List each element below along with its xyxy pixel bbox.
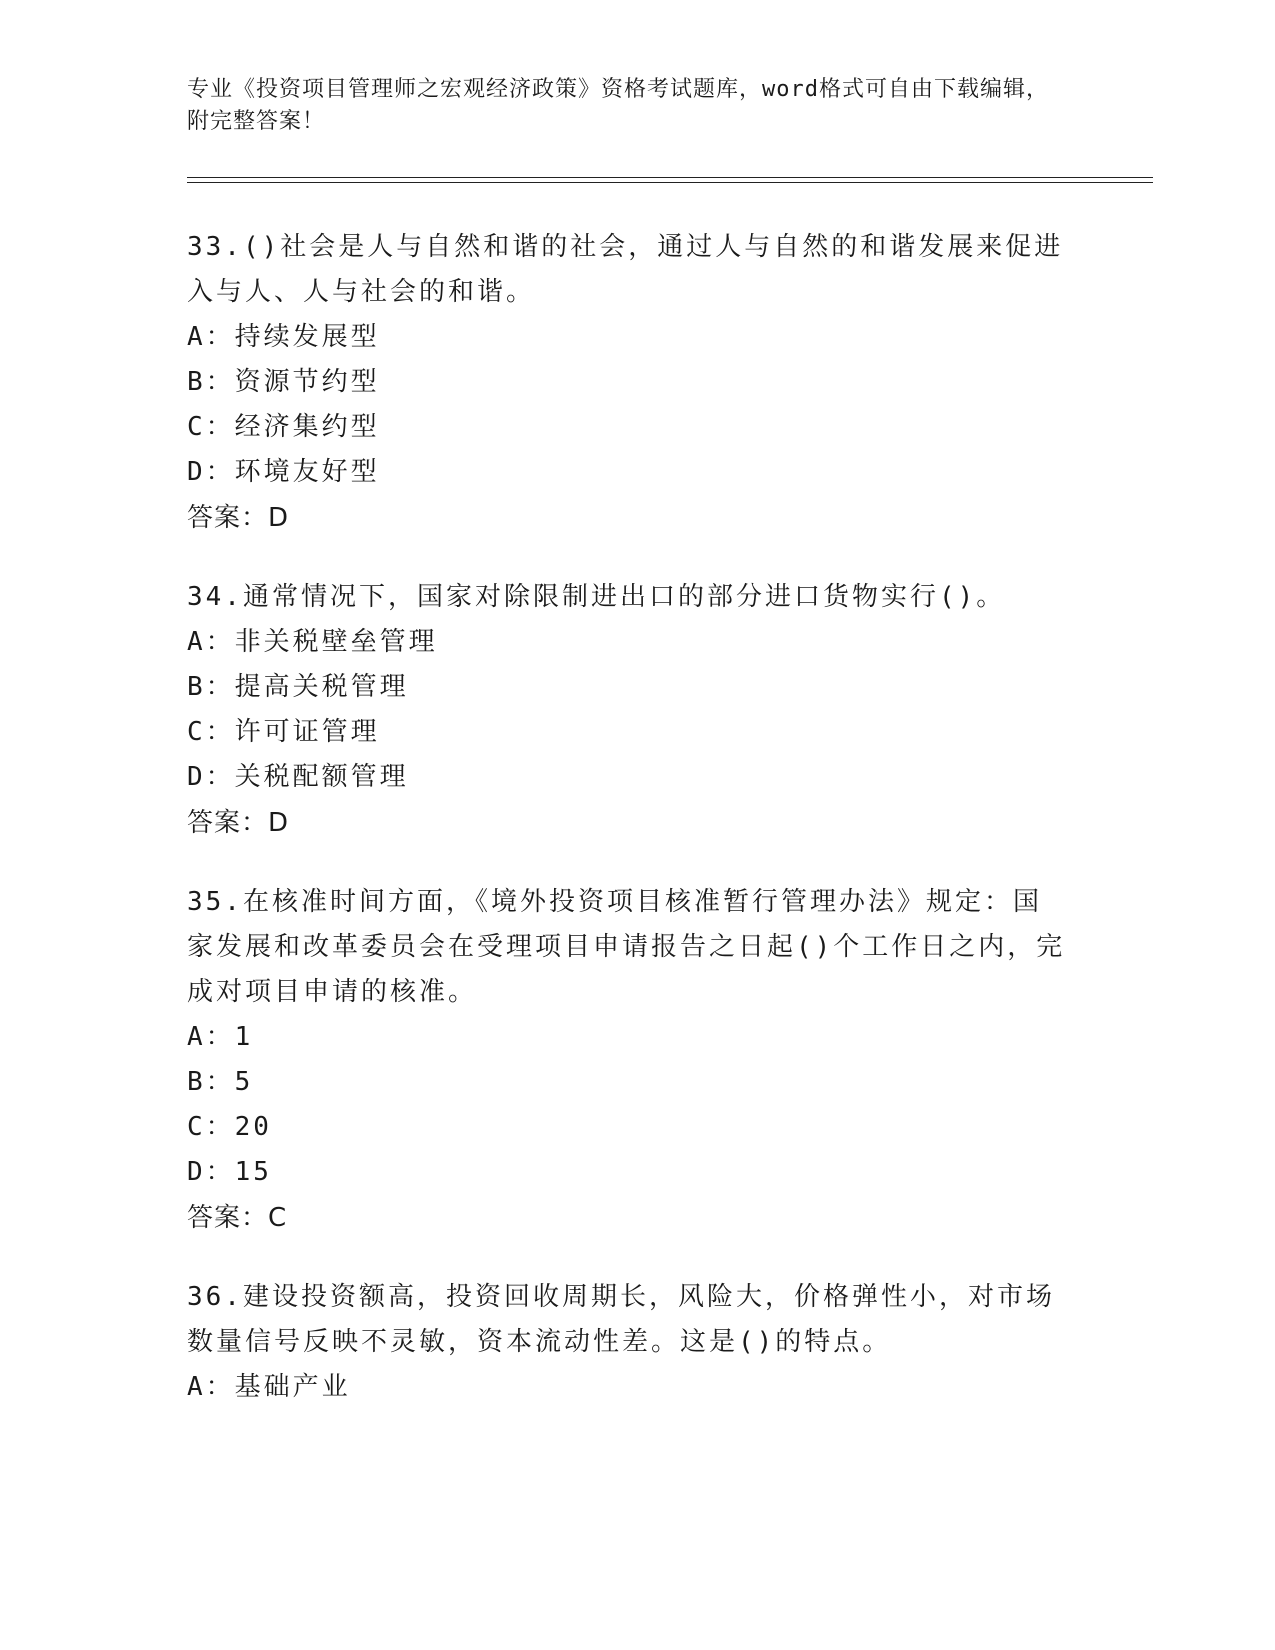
option-d: D：关税配额管理 xyxy=(187,762,409,792)
question-33 xyxy=(187,225,1067,541)
question-34 xyxy=(187,575,1067,846)
option-a: A：基础产业 xyxy=(187,1372,351,1402)
option-a: A：持续发展型 xyxy=(187,322,380,352)
option-b: B：资源节约型 xyxy=(187,367,380,397)
header-divider-top xyxy=(187,177,1153,178)
option-d: D：环境友好型 xyxy=(187,457,380,487)
option-d: D：15 xyxy=(187,1157,272,1187)
document-header: 专业《投资项目管理师之宏观经济政策》资格考试题库，word格式可自由下载编辑，附完整答案！ xyxy=(187,77,1049,134)
option-c: C：经济集约型 xyxy=(187,412,380,442)
answer: 答案：D xyxy=(187,503,290,533)
header-divider-bottom xyxy=(187,182,1153,183)
question-stem: 35.在核准时间方面，《境外投资项目核准暂行管理办法》规定：国家发展和改革委员会在受理项目申请报告之日起()个工作日之内，完成对项目申请的核准。 xyxy=(187,887,1066,1007)
question-36 xyxy=(187,1275,1067,1410)
answer: 答案：D xyxy=(187,808,290,838)
question-35 xyxy=(187,880,1067,1241)
question-stem: 33.()社会是人与自然和谐的社会，通过人与自然的和谐发展来促进入与人、人与社会的和谐。 xyxy=(187,232,1064,307)
question-stem: 36.建设投资额高，投资回收周期长，风险大，价格弹性小，对市场数量信号反映不灵敏，资本流动性差。这是()的特点。 xyxy=(187,1282,1055,1357)
option-a: A：非关税壁垒管理 xyxy=(187,627,438,657)
option-c: C：许可证管理 xyxy=(187,717,380,747)
question-stem: 34.通常情况下，国家对除限制进出口的部分进口货物实行()。 xyxy=(187,582,1006,612)
option-a: A：1 xyxy=(187,1022,254,1052)
option-b: B：5 xyxy=(187,1067,254,1097)
answer: 答案：C xyxy=(187,1203,288,1233)
option-c: C：20 xyxy=(187,1112,272,1142)
option-b: B：提高关税管理 xyxy=(187,672,409,702)
